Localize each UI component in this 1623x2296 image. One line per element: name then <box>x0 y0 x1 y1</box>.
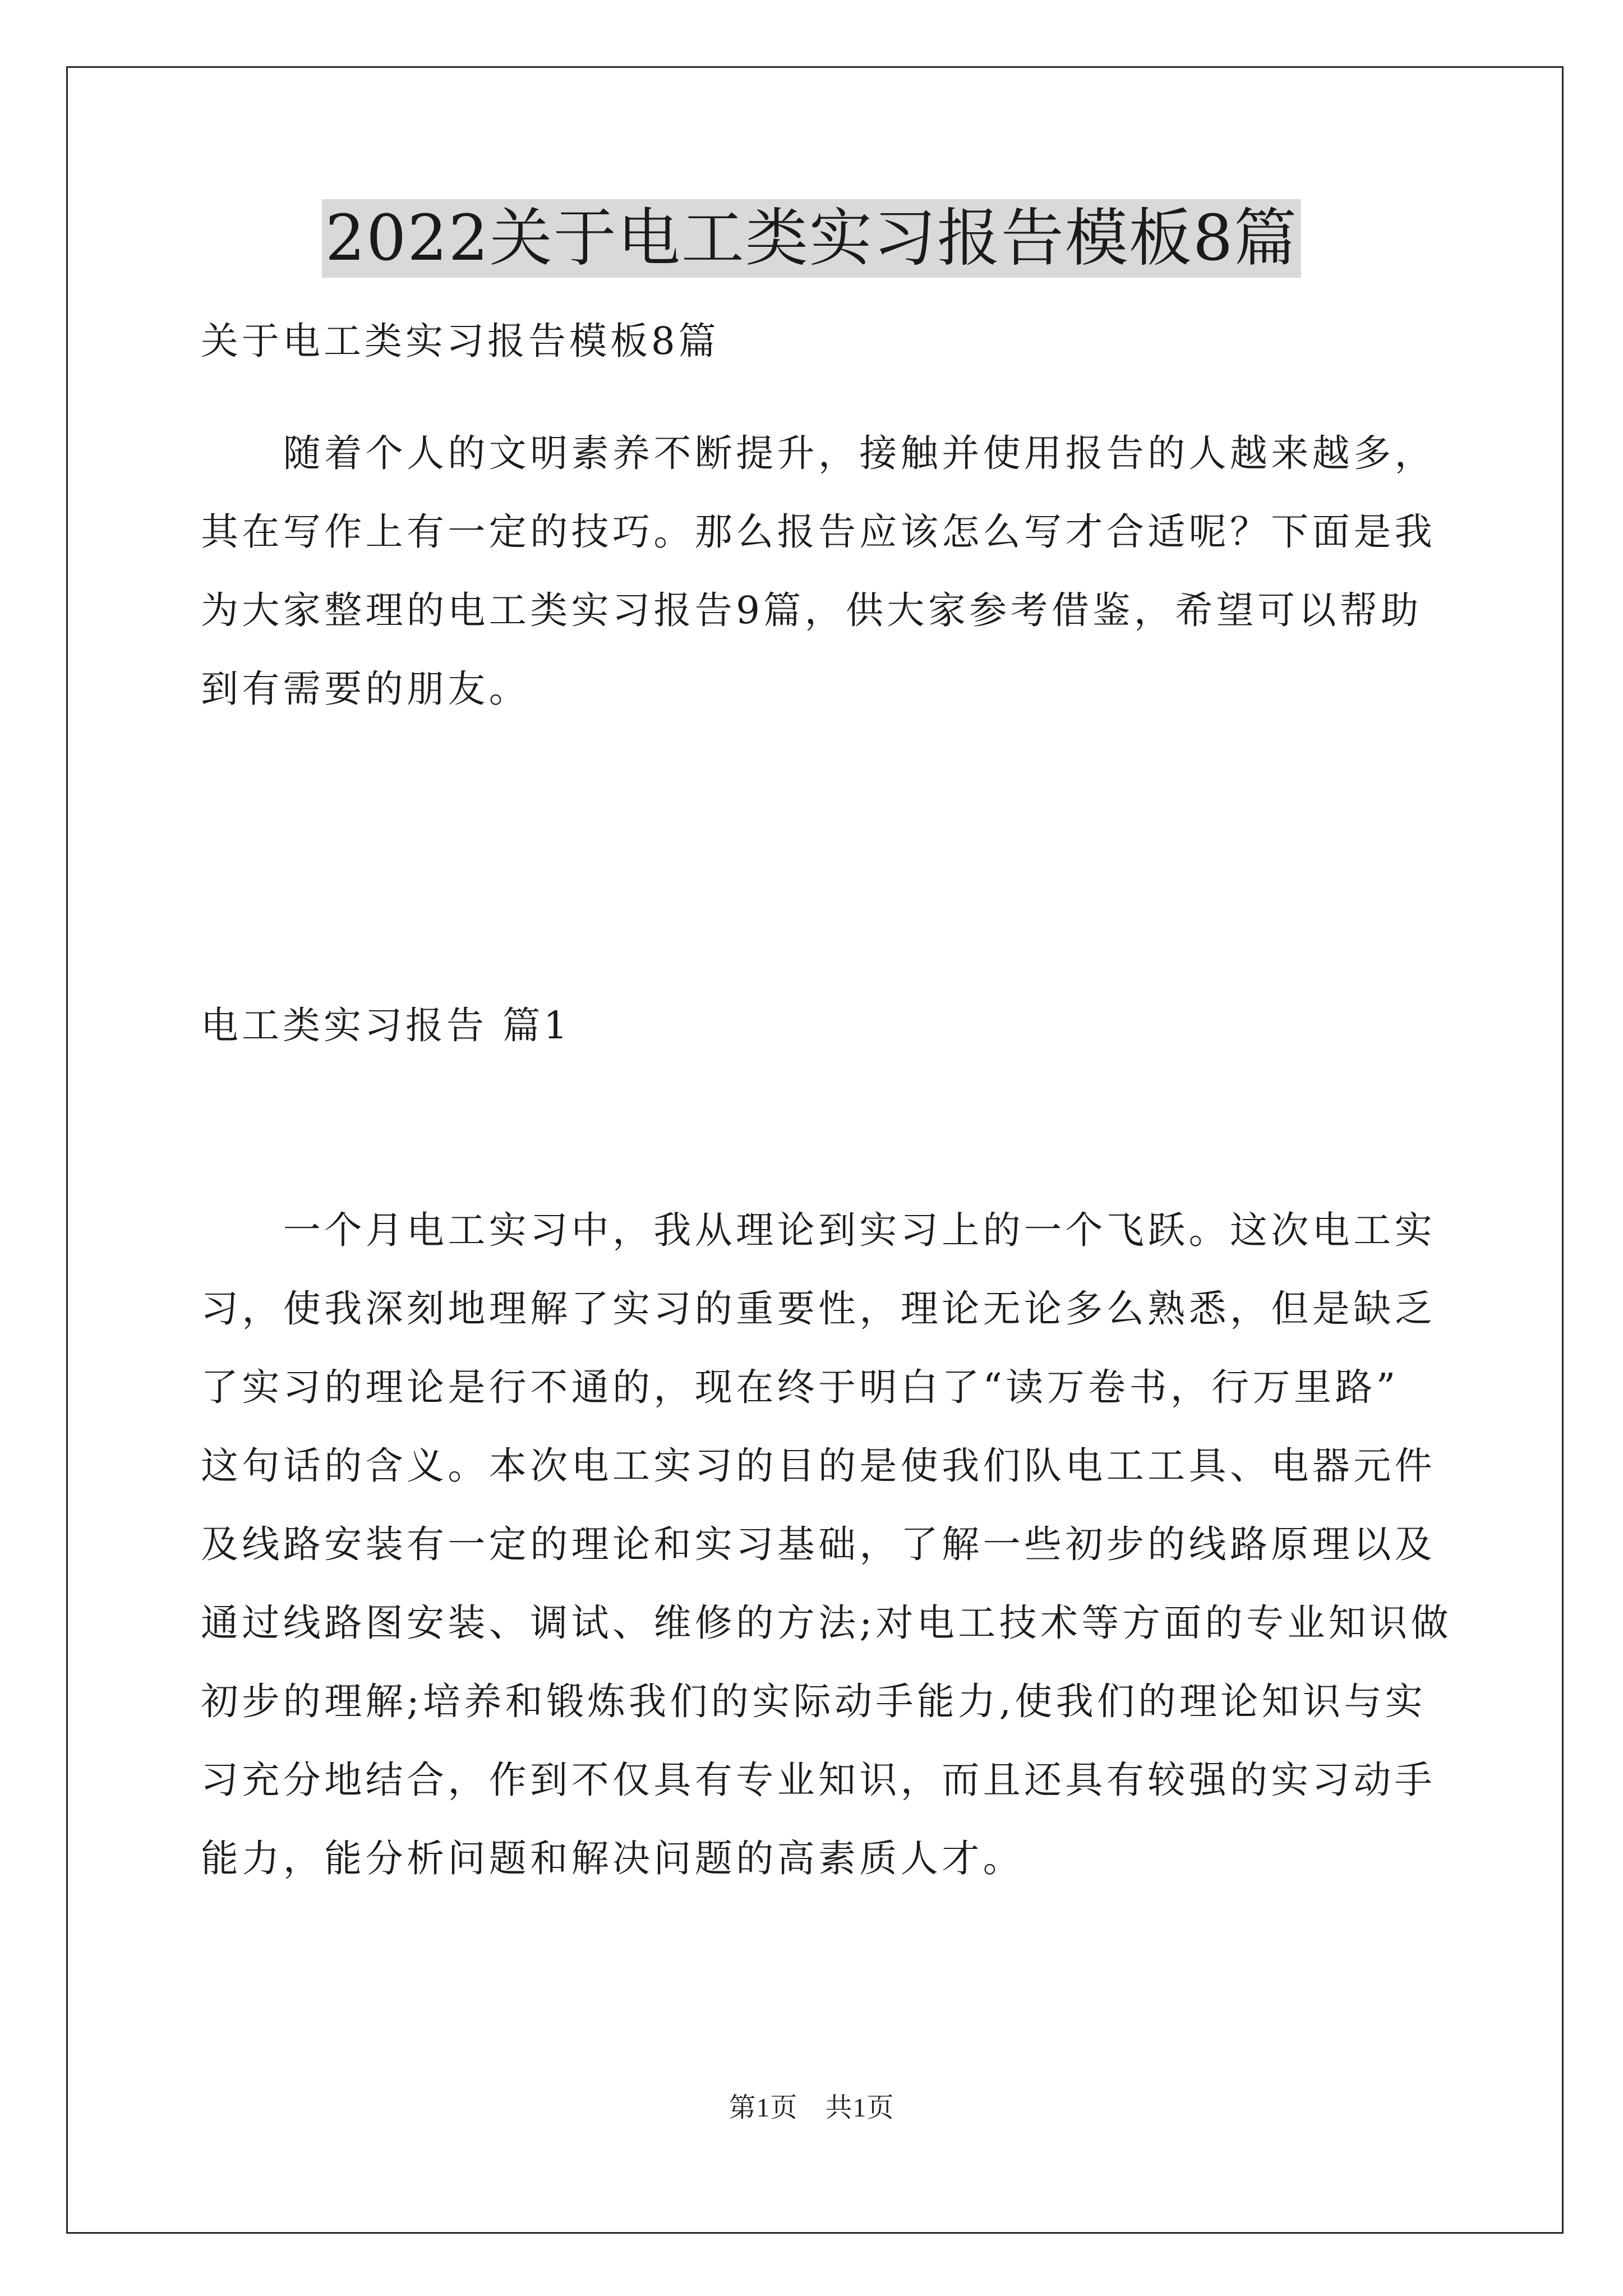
title-container <box>0 199 1623 278</box>
body-line: 习，使我深刻地理解了实习的重要性，理论无论多么熟悉，但是缺乏 <box>201 1287 1436 1331</box>
intro-line: 为大家整理的电工类实习报告9篇，供大家参考借鉴，希望可以帮助 <box>201 588 1422 632</box>
intro-line: 到有需要的朋友。 <box>201 667 531 711</box>
body-line: 通过线路图安装、调试、维修的方法;对电工技术等方面的专业知识做 <box>201 1601 1452 1645</box>
body-line: 了实习的理论是行不通的，现在终于明白了“读万卷书，行万里路” <box>201 1365 1399 1409</box>
body-line: 初步的理解;培养和锻炼我们的实际动手能力,使我们的理论知识与实 <box>201 1680 1427 1723</box>
body-paragraph <box>201 1191 1452 1898</box>
document-subtitle: 关于电工类实习报告模板8篇 <box>201 319 720 363</box>
intro-paragraph <box>201 414 1435 728</box>
page-border <box>66 66 1564 2234</box>
body-line: 一个月电工实习中，我从理论到实习上的一个飞跃。这次电工实 <box>201 1208 1436 1252</box>
body-line: 这句话的含义。本次电工实习的目的是使我们队电工工具、电器元件 <box>201 1444 1436 1488</box>
page-footer: 第1页 共1页 <box>728 2093 895 2123</box>
intro-line: 其在写作上有一定的技巧。那么报告应该怎么写才合适呢？下面是我 <box>201 510 1436 554</box>
section-heading: 电工类实习报告 篇1 <box>201 1004 571 1047</box>
document-title: 2022关于电工类实习报告模板8篇 <box>322 199 1301 278</box>
body-line: 习充分地结合，作到不仅具有专业知识，而且还具有较强的实习动手 <box>201 1758 1436 1802</box>
body-line: 及线路安装有一定的理论和实习基础，了解一些初步的线路原理以及 <box>201 1522 1436 1566</box>
intro-line: 随着个人的文明素养不断提升，接触并使用报告的人越来越多， <box>201 431 1436 475</box>
body-line: 能力，能分析问题和解决问题的高素质人才。 <box>201 1837 1024 1880</box>
